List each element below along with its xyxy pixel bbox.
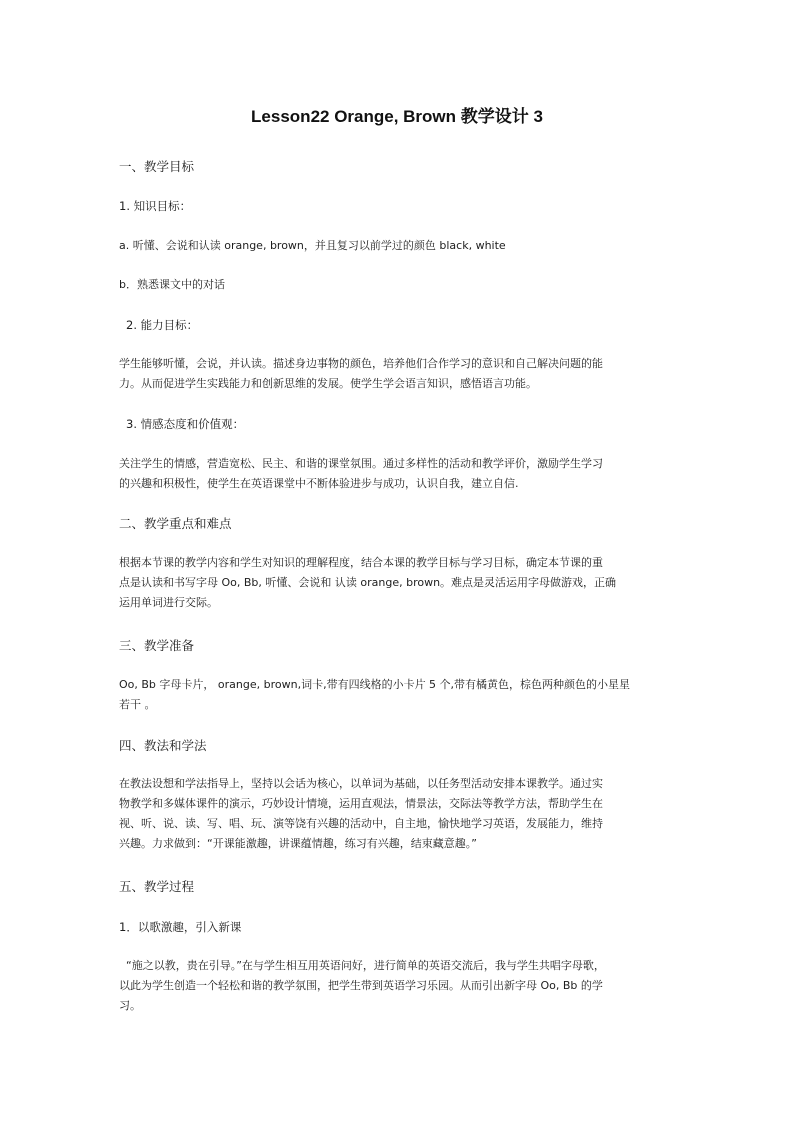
process-step-paragraph bbox=[119, 956, 679, 1016]
knowledge-objective-a: a. 听懂、会说和认读 orange, brown，并且复习以前学过的颜色 black, white bbox=[119, 239, 506, 252]
paragraph-line: 视、听、说、读、写、唱、玩、演等饶有兴趣的活动中，自主地，愉快地学习英语，发展能力，维持 bbox=[119, 817, 603, 830]
paragraph-line: 习。 bbox=[119, 999, 141, 1012]
process-step-title: 1．以歌激趣，引入新课 bbox=[119, 920, 242, 934]
section-heading-process: 五、教学过程 bbox=[119, 879, 195, 894]
emotion-objective-title: 3. 情感态度和价值观： bbox=[126, 417, 245, 431]
section-heading-methods: 四、教法和学法 bbox=[119, 738, 207, 753]
preparation-paragraph bbox=[119, 675, 679, 715]
paragraph-line: Oo, Bb 字母卡片， orange, brown,词卡,带有四线格的小卡片 5 个,带有橘黄色，棕色两种颜色的小星星 bbox=[119, 678, 631, 691]
paragraph-line: 的兴趣和积极性，使学生在英语课堂中不断体验进步与成功，认识自我，建立自信. bbox=[119, 477, 519, 490]
paragraph-line: 兴趣。力求做到：“开课能激趣，讲课蕴情趣，练习有兴趣，结束藏意趣。” bbox=[119, 837, 477, 850]
section-heading-key-points: 二、教学重点和难点 bbox=[119, 516, 232, 531]
paragraph-line: 若干 。 bbox=[119, 698, 156, 711]
paragraph-line: 关注学生的情感，营造宽松、民主、和谐的课堂氛围。通过多样性的活动和教学评价，激励学生学习 bbox=[119, 457, 603, 470]
paragraph-line: 学生能够听懂，会说，并认读。描述身边事物的颜色，培养他们合作学习的意识和自己解决问题的能 bbox=[119, 357, 603, 370]
emotion-objective-paragraph bbox=[119, 454, 679, 494]
section-heading-objectives: 一、教学目标 bbox=[119, 159, 195, 174]
document-title: Lesson22 Orange, Brown 教学设计 3 bbox=[251, 107, 543, 126]
ability-objective-paragraph bbox=[119, 354, 679, 394]
knowledge-objective-title: 1. 知识目标： bbox=[119, 199, 192, 213]
paragraph-line: 以此为学生创造一个轻松和谐的教学氛围，把学生带到英语学习乐园。从而引出新字母 Oo, Bb 的学 bbox=[119, 979, 603, 992]
paragraph-line: 力。从而促进学生实践能力和创新思维的发展。使学生学会语言知识，感悟语言功能。 bbox=[119, 377, 537, 390]
paragraph-line: “施之以教，贵在引导。”在与学生相互用英语问好，进行简单的英语交流后，我与学生共唱字母歌， bbox=[119, 959, 605, 972]
methods-paragraph bbox=[119, 774, 679, 854]
key-points-paragraph bbox=[119, 553, 679, 613]
paragraph-line: 点是认读和书写字母 Oo, Bb, 听懂、会说和 认读 orange, brown。难点是灵活运用字母做游戏，正确 bbox=[119, 576, 617, 589]
knowledge-objective-b: b．熟悉课文中的对话 bbox=[119, 278, 225, 291]
section-heading-preparation: 三、教学准备 bbox=[119, 638, 195, 653]
paragraph-line: 在教法设想和学法指导上，坚持以会话为核心，以单词为基础，以任务型活动安排本课教学。通过实 bbox=[119, 777, 603, 790]
paragraph-line: 根据本节课的教学内容和学生对知识的理解程度，结合本课的教学目标与学习目标，确定本节课的重 bbox=[119, 556, 603, 569]
paragraph-line: 运用单词进行交际。 bbox=[119, 596, 218, 609]
ability-objective-title: 2. 能力目标： bbox=[126, 318, 199, 332]
paragraph-line: 物教学和多媒体课件的演示，巧妙设计情境，运用直观法，情景法，交际法等教学方法，帮助学生在 bbox=[119, 797, 603, 810]
